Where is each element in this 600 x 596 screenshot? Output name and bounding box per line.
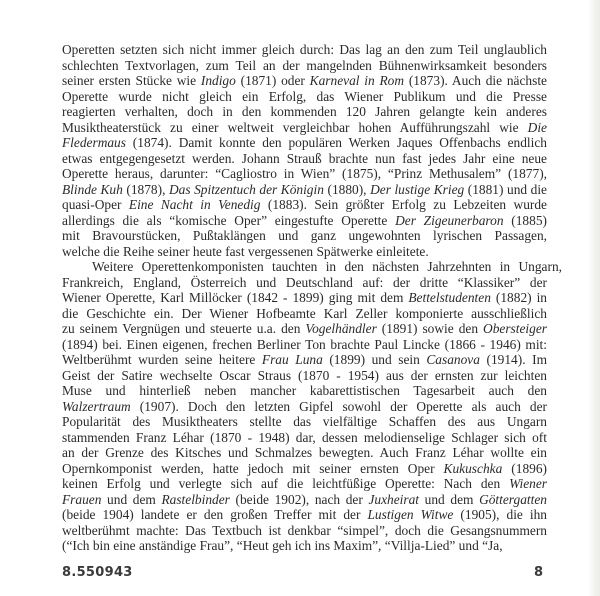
text-run: Opernkomponist werden, hatte jedoch mit seiner ernsten Oper: [62, 460, 444, 476]
italic-title: Fledermaus: [62, 135, 126, 150]
italic-title: Kukuschka: [443, 460, 503, 476]
text-run: (1894) bei. Einen eigenen, frechen Berliner Ton brachte Paul Lincke (1866 - 1946) mit:: [62, 336, 547, 352]
italic-title: Juxheirat: [368, 491, 420, 507]
text-run: (1905), die ihn: [453, 507, 548, 522]
text-run: (1871) oder: [235, 73, 310, 88]
italic-title: Casanova: [426, 352, 480, 367]
text-line: [62, 58, 547, 74]
text-run: an der Grenze des Kitsches und Schmalzes bewegten. Auch Franz Léhar wollte ein: [62, 445, 547, 460]
italic-title: Die: [527, 119, 547, 135]
text-line: [62, 368, 547, 384]
text-run: weltberühmt machte: Das Textbuch ist denkbar “simpel”, doch die Gesangsnummern: [62, 522, 547, 538]
text-run: stammenden Franz Léhar (1870 - 1948) dar, dessen melodienselige Schlager sich oft: [62, 429, 547, 445]
text-line: [62, 42, 547, 58]
text-line: [62, 275, 547, 291]
italic-title: Der Zigeunerbaron: [395, 212, 504, 228]
text-run: mit Bravourstücken, Pußtaklängen und ganz ungewohnten lyrischen Passagen,: [62, 228, 547, 243]
text-line: [62, 538, 547, 554]
text-run: reagierten verhalten, doch in den kommenden 120 Jahren gelangte kein anderes: [62, 104, 547, 119]
text-run: (1874). Damit konnte den populären Werken Jaques Offenbachs endlich: [125, 135, 547, 150]
text-run: Operette wurde nicht gleich ein Erfolg, das Wiener Publikum und die Presse: [62, 88, 547, 104]
italic-title: Bettelstudenten: [408, 290, 491, 305]
text-line: [62, 213, 547, 229]
text-line: [62, 476, 547, 492]
text-line: [62, 461, 547, 477]
text-run: Weitere Operettenkomponisten tauchten in den nächsten Jahrzehnten in Ungarn,: [92, 259, 562, 274]
text-run: zu seinem Vergnügen und steuerte u.a. den: [62, 321, 306, 336]
catalog-number: 8.550943: [62, 565, 133, 580]
text-line: [62, 73, 547, 89]
text-run: (beide 1904) landete er den großen Treffer mit der: [62, 507, 368, 522]
italic-title: Lustigen Witwe: [367, 507, 454, 522]
text-line: [62, 445, 547, 461]
text-run: (1881) und die: [464, 181, 547, 197]
text-line: [62, 306, 547, 322]
text-line: [62, 414, 547, 430]
text-run: Musiktheaterstück zu einer weltweit vergleichbar hohen Aufführungszahl wie: [62, 119, 528, 135]
text-line: [62, 399, 547, 415]
italic-title: Walzertraum: [62, 398, 131, 414]
text-run: (1885): [503, 212, 547, 228]
text-line: [62, 228, 547, 244]
text-run: und dem: [101, 491, 162, 507]
text-run: etwas entgegengesetzt werden. Johann Strauß brachte nun fast jedes Jahr eine neue: [62, 150, 547, 166]
text-line: [62, 166, 547, 182]
text-run: Wiener Operette, Karl Millöcker (1842 - 1899) ging mit dem: [62, 290, 409, 305]
text-run: Frankreich, England, Österreich und Deutschland auf: der dritte “Klassiker” der: [62, 274, 547, 290]
text-line: [62, 337, 547, 353]
text-run: Operette heraus, darunter: “Cagliostro in Wien” (1875), “Prinz Methusalem” (1877),: [62, 166, 547, 181]
text-run: quasi-Oper: [62, 197, 129, 212]
text-line: [62, 321, 547, 337]
text-run: (1882) in: [490, 290, 547, 305]
text-run: (1914). Im: [479, 352, 547, 367]
text-run: keinen Erfolg und verlegte sich auf die leichtfüßige Operette: Nach den: [62, 476, 510, 491]
text-run: Popularität des Musiktheaters stellte das vielfältige Schaffen des aus Ungarn: [62, 414, 547, 429]
text-line: [62, 197, 547, 213]
text-run: Muse und hinterließ neben mancher kabarettistischen Tagesarbeit auch den: [62, 383, 547, 398]
italic-title: Frauen: [62, 491, 102, 507]
page-edge-shadow: [588, 0, 600, 596]
text-line: [62, 383, 547, 399]
italic-title: Vogelhändler: [305, 321, 377, 336]
text-run: welche die Reihe seiner heute fast vergessenen Spätwerke einleitete.: [62, 243, 429, 259]
text-run: (“Ich bin eine anständige Frau”, “Heut geh ich ins Maxim”, “Villja-Lied” und “Ja,: [62, 538, 503, 553]
italic-title: Karneval in Rom: [309, 73, 405, 88]
text-line: [62, 244, 547, 260]
text-line: [62, 151, 547, 167]
paragraph: [62, 259, 562, 554]
text-run: (1899) und sein: [322, 352, 427, 367]
italic-title: Der lustige Krieg: [370, 181, 465, 197]
italic-title: Eine Nacht in Venedig: [128, 197, 261, 212]
text-run: (1891) sowie den: [376, 321, 484, 336]
italic-title: Indigo: [200, 73, 236, 88]
text-run: und dem: [419, 491, 480, 507]
text-run: seiner ersten Stücke wie: [62, 73, 201, 88]
text-line: [62, 182, 547, 198]
text-line: [62, 259, 562, 275]
text-run: die Geschichte ein. Der Wiener Hofbeamte Karl Zeller komponierte ausschließlich: [62, 305, 547, 321]
text-run: schlechten Textvorlagen, zum Teil an der mangelnden Bühnenwirksamkeit besonders: [62, 57, 547, 73]
text-run: Operetten setzten sich nicht immer gleich durch: Das lag an den zum Teil unglaublich: [62, 42, 547, 57]
text-run: (1880),: [323, 181, 371, 197]
text-line: [62, 492, 547, 508]
text-run: (beide 1902), nach der: [229, 491, 369, 507]
text-run: Geist der Satire wechselte Oscar Straus (1870 - 1954) aus der ernsten zur leichten: [62, 367, 547, 383]
text-line: [62, 89, 547, 105]
text-line: [62, 523, 547, 539]
italic-title: Wiener: [509, 476, 547, 491]
text-line: [62, 352, 547, 368]
text-run: (1878),: [122, 181, 169, 197]
italic-title: Göttergatten: [479, 491, 547, 507]
italic-title: Blinde Kuh: [62, 181, 123, 197]
text-line: [62, 135, 547, 151]
text-line: [62, 120, 547, 136]
text-line: [62, 430, 547, 446]
italic-title: Das Spitzentuch der Königin: [168, 181, 324, 197]
text-run: (1896): [502, 460, 547, 476]
italic-title: Obersteiger: [483, 321, 547, 336]
text-run: allerdings die als “komische Oper” eingestufte Operette: [62, 212, 396, 228]
body-text: [62, 42, 562, 554]
italic-title: Rastelbinder: [161, 491, 230, 507]
text-line: [62, 104, 547, 120]
text-line: [62, 290, 547, 306]
text-line: [62, 507, 547, 523]
page-number: 8: [534, 565, 544, 580]
italic-title: Frau Luna: [261, 352, 323, 367]
text-run: (1873). Auch die nächste: [404, 73, 547, 88]
text-run: Weltberühmt wurden seine heitere: [62, 352, 262, 367]
text-run: (1907). Doch den letzten Gipfel sowohl der Operette als auch der: [130, 398, 547, 414]
text-run: (1883). Sein größter Erfolg zu Lebzeiten wurde: [260, 197, 547, 212]
paragraph: [62, 42, 547, 259]
